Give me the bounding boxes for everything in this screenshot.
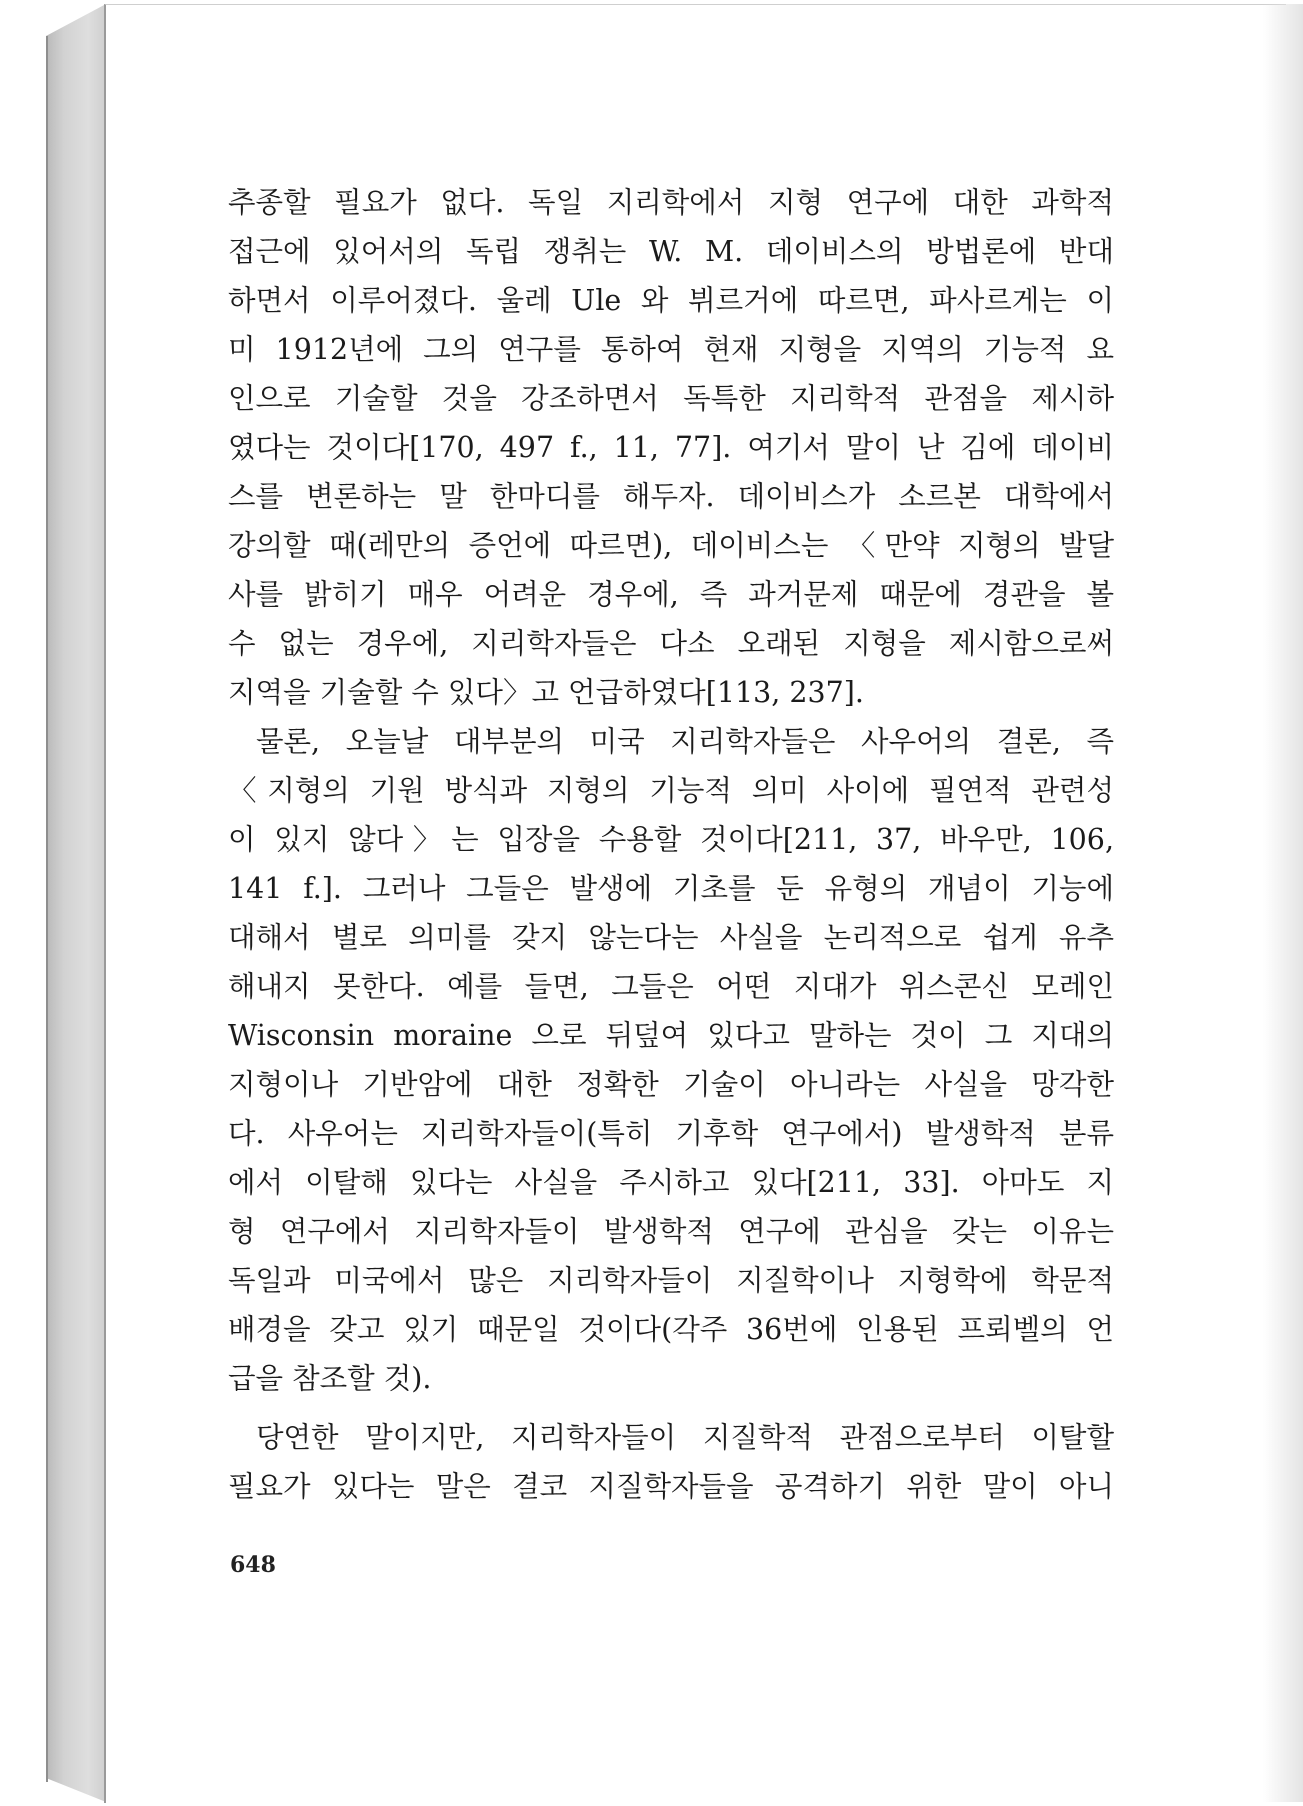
text-line: 독일과 미국에서 많은 지리학자들이 지질학이나 지형학에 학문적 (228, 1264, 1114, 1297)
text-line: 141 f.]. 그러나 그들은 발생에 기초를 둔 유형의 개념이 기능에 (228, 872, 1114, 905)
paragraph-1 (228, 178, 1114, 717)
text-line: 에서 이탈해 있다는 사실을 주시하고 있다[211, 33]. 아마도 지 (228, 1166, 1114, 1199)
text-line: 이 있지 않다〉는 입장을 수용할 것이다[211, 37, 바우만, 106, (228, 823, 1114, 856)
page-number: 648 (230, 1552, 276, 1578)
text-line: 대해서 별로 의미를 갖지 않는다는 사실을 논리적으로 쉽게 유추 (228, 921, 1114, 954)
text-line: 사를 밝히기 매우 어려운 경우에, 즉 과거문제 때문에 경관을 볼 (228, 578, 1114, 611)
text-line: Wisconsin moraine 으로 뒤덮여 있다고 말하는 것이 그 지대의 (228, 1019, 1114, 1052)
book-spine-edge (46, 36, 48, 1782)
text-line: 접근에 있어서의 독립 쟁취는 W. M. 데이비스의 방법론에 반대 (228, 235, 1114, 268)
text-line: 스를 변론하는 말 한마디를 해두자. 데이비스가 소르본 대학에서 (228, 480, 1114, 513)
text-line: 수 없는 경우에, 지리학자들은 다소 오래된 지형을 제시함으로써 (228, 627, 1114, 660)
book-spine (46, 4, 106, 1802)
paragraph-3 (228, 1413, 1114, 1511)
text-line: 인으로 기술할 것을 강조하면서 독특한 지리학적 관점을 제시하 (228, 382, 1114, 415)
page-edge-shadow (1263, 4, 1303, 1802)
text-line: 〈지형의 기원 방식과 지형의 기능적 의미 사이에 필연적 관련성 (228, 774, 1114, 807)
paragraph-2 (228, 717, 1114, 1403)
text-line: 해내지 못한다. 예를 들면, 그들은 어떤 지대가 위스콘신 모레인 (228, 970, 1114, 1003)
body-text (228, 178, 1114, 1511)
text-line: 물론, 오늘날 대부분의 미국 지리학자들은 사우어의 결론, 즉 (256, 725, 1114, 758)
text-line: 급을 참조할 것). (228, 1362, 432, 1395)
text-line: 지역을 기술할 수 있다〉고 언급하였다[113, 237]. (228, 676, 864, 709)
text-line: 였다는 것이다[170, 497 f., 11, 77]. 여기서 말이 난 김에 데이비 (228, 431, 1114, 464)
text-line: 당연한 말이지만, 지리학자들이 지질학적 관점으로부터 이탈할 (256, 1421, 1114, 1454)
text-line: 미 1912년에 그의 연구를 통하여 현재 지형을 지역의 기능적 요 (228, 333, 1114, 366)
text-line: 추종할 필요가 없다. 독일 지리학에서 지형 연구에 대한 과학적 (228, 186, 1114, 219)
text-line: 하면서 이루어졌다. 울레 Ule 와 뷔르거에 따르면, 파사르게는 이 (228, 284, 1114, 317)
text-line: 강의할 때(레만의 증언에 따르면), 데이비스는 〈만약 지형의 발달 (228, 529, 1114, 562)
text-line: 필요가 있다는 말은 결코 지질학자들을 공격하기 위한 말이 아니 (228, 1470, 1114, 1503)
text-line: 지형이나 기반암에 대한 정확한 기술이 아니라는 사실을 망각한 (228, 1068, 1114, 1101)
text-line: 배경을 갖고 있기 때문일 것이다(각주 36번에 인용된 프뢰벨의 언 (228, 1313, 1114, 1346)
text-line: 형 연구에서 지리학자들이 발생학적 연구에 관심을 갖는 이유는 (228, 1215, 1114, 1248)
text-line: 다. 사우어는 지리학자들이(특히 기후학 연구에서) 발생학적 분류 (228, 1117, 1114, 1150)
